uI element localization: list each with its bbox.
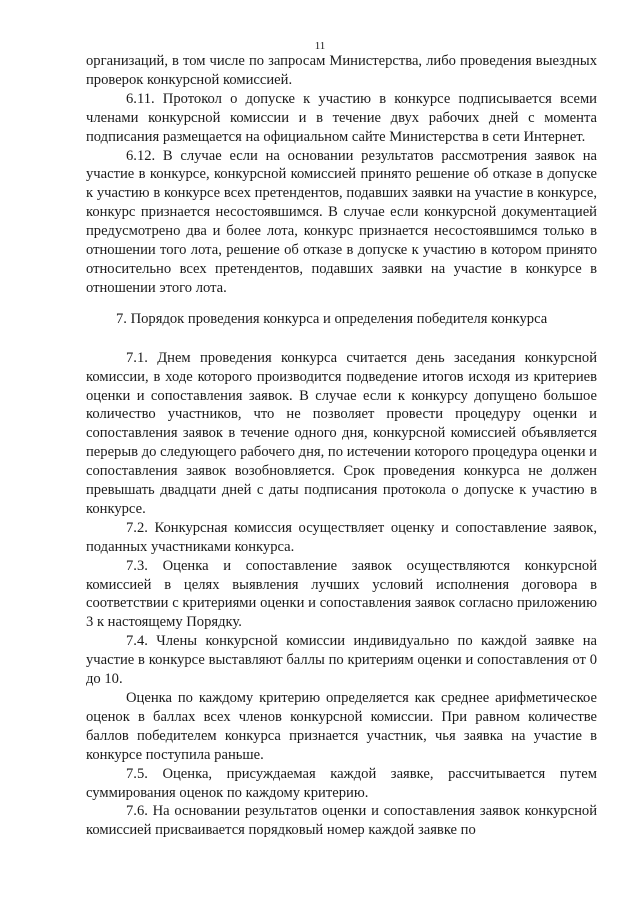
paragraph-7-5: 7.5. Оценка, присуждаемая каждой заявке, рассчитывается путем суммирования оценок по каждому критерию.: [86, 765, 597, 801]
paragraph-7-4-scoring: Оценка по каждому критерию определяется как среднее арифметическое оценок в баллах всех членов конкурсной комиссии. При равном количестве баллов победителем конкурса признается участник, чья заявка на участие в конкурсе поступила раньше.: [86, 690, 597, 763]
paragraph-continuation: организаций, в том числе по запросам Министерства, либо проведения выездных проверок конкурсной комиссией.: [86, 53, 597, 88]
paragraph-7-6: 7.6. На основании результатов оценки и сопоставления заявок конкурсной комиссией присваивается порядковый номер каждой заявке по: [86, 803, 597, 839]
paragraph-6-12: 6.12. В случае если на основании результатов рассмотрения заявок на участие в конкурсе, конкурсной комиссией принято решение об отказе в допуске к участию в конкурсе всех претендентов, подавших заявки на участие в конкурсе, конкурс признается несостоявшимся. В случае если конкурсной документацией предусмотрено два и более лота, конкурс признается несостоявшимся только в отношении того лота, решение об отказе в допуске к участию в котором принято относительно всех претендентов, подавших заявки на участие в конкурсе в отношении этого лота.: [86, 147, 597, 296]
paragraph-7-3: 7.3. Оценка и сопоставление заявок осуществляются конкурсной комиссией в целях выявления лучших условий исполнения договора в соответствии с критериями оценки и сопоставления заявок согласно приложению 3 к настоящему Порядку.: [86, 557, 597, 631]
paragraph-7-2: 7.2. Конкурсная комиссия осуществляет оценку и сопоставление заявок, поданных участниками конкурса.: [86, 519, 597, 555]
paragraph-7-1: 7.1. Днем проведения конкурса считается день заседания конкурсной комиссии, в ходе которого производится подведение итогов исходя из критериев оценки и сопоставления заявок. В случае если к конкурсу допущено большое количество участников, что не позволяет провести процедуру оценки и сопоставления заявок в течение одного дня, конкурсной комиссией объявляется перерыв до следующего рабочего дня, по истечении которого процедура оценки и сопоставления заявок возобновляется. Срок проведения конкурса не должен превышать двадцати дней с даты подписания протокола о допуске к участию в конкурсе.: [86, 349, 597, 517]
section-heading-7: 7. Порядок проведения конкурса и определения победителя конкурса: [116, 310, 548, 327]
paragraph-7-4: 7.4. Члены конкурсной комиссии индивидуально по каждой заявке на участие в конкурсе выставляют баллы по критериям оценки и сопоставления от 0 до 10.: [86, 633, 597, 688]
paragraph-6-11: 6.11. Протокол о допуске к участию в конкурсе подписывается всеми членами конкурсной комиссии и в течение двух рабочих дней с момента подписания размещается на официальном сайте Министерства в сети Интернет.: [86, 90, 597, 145]
document-body: [86, 52, 597, 840]
page-number: 11: [314, 40, 326, 52]
